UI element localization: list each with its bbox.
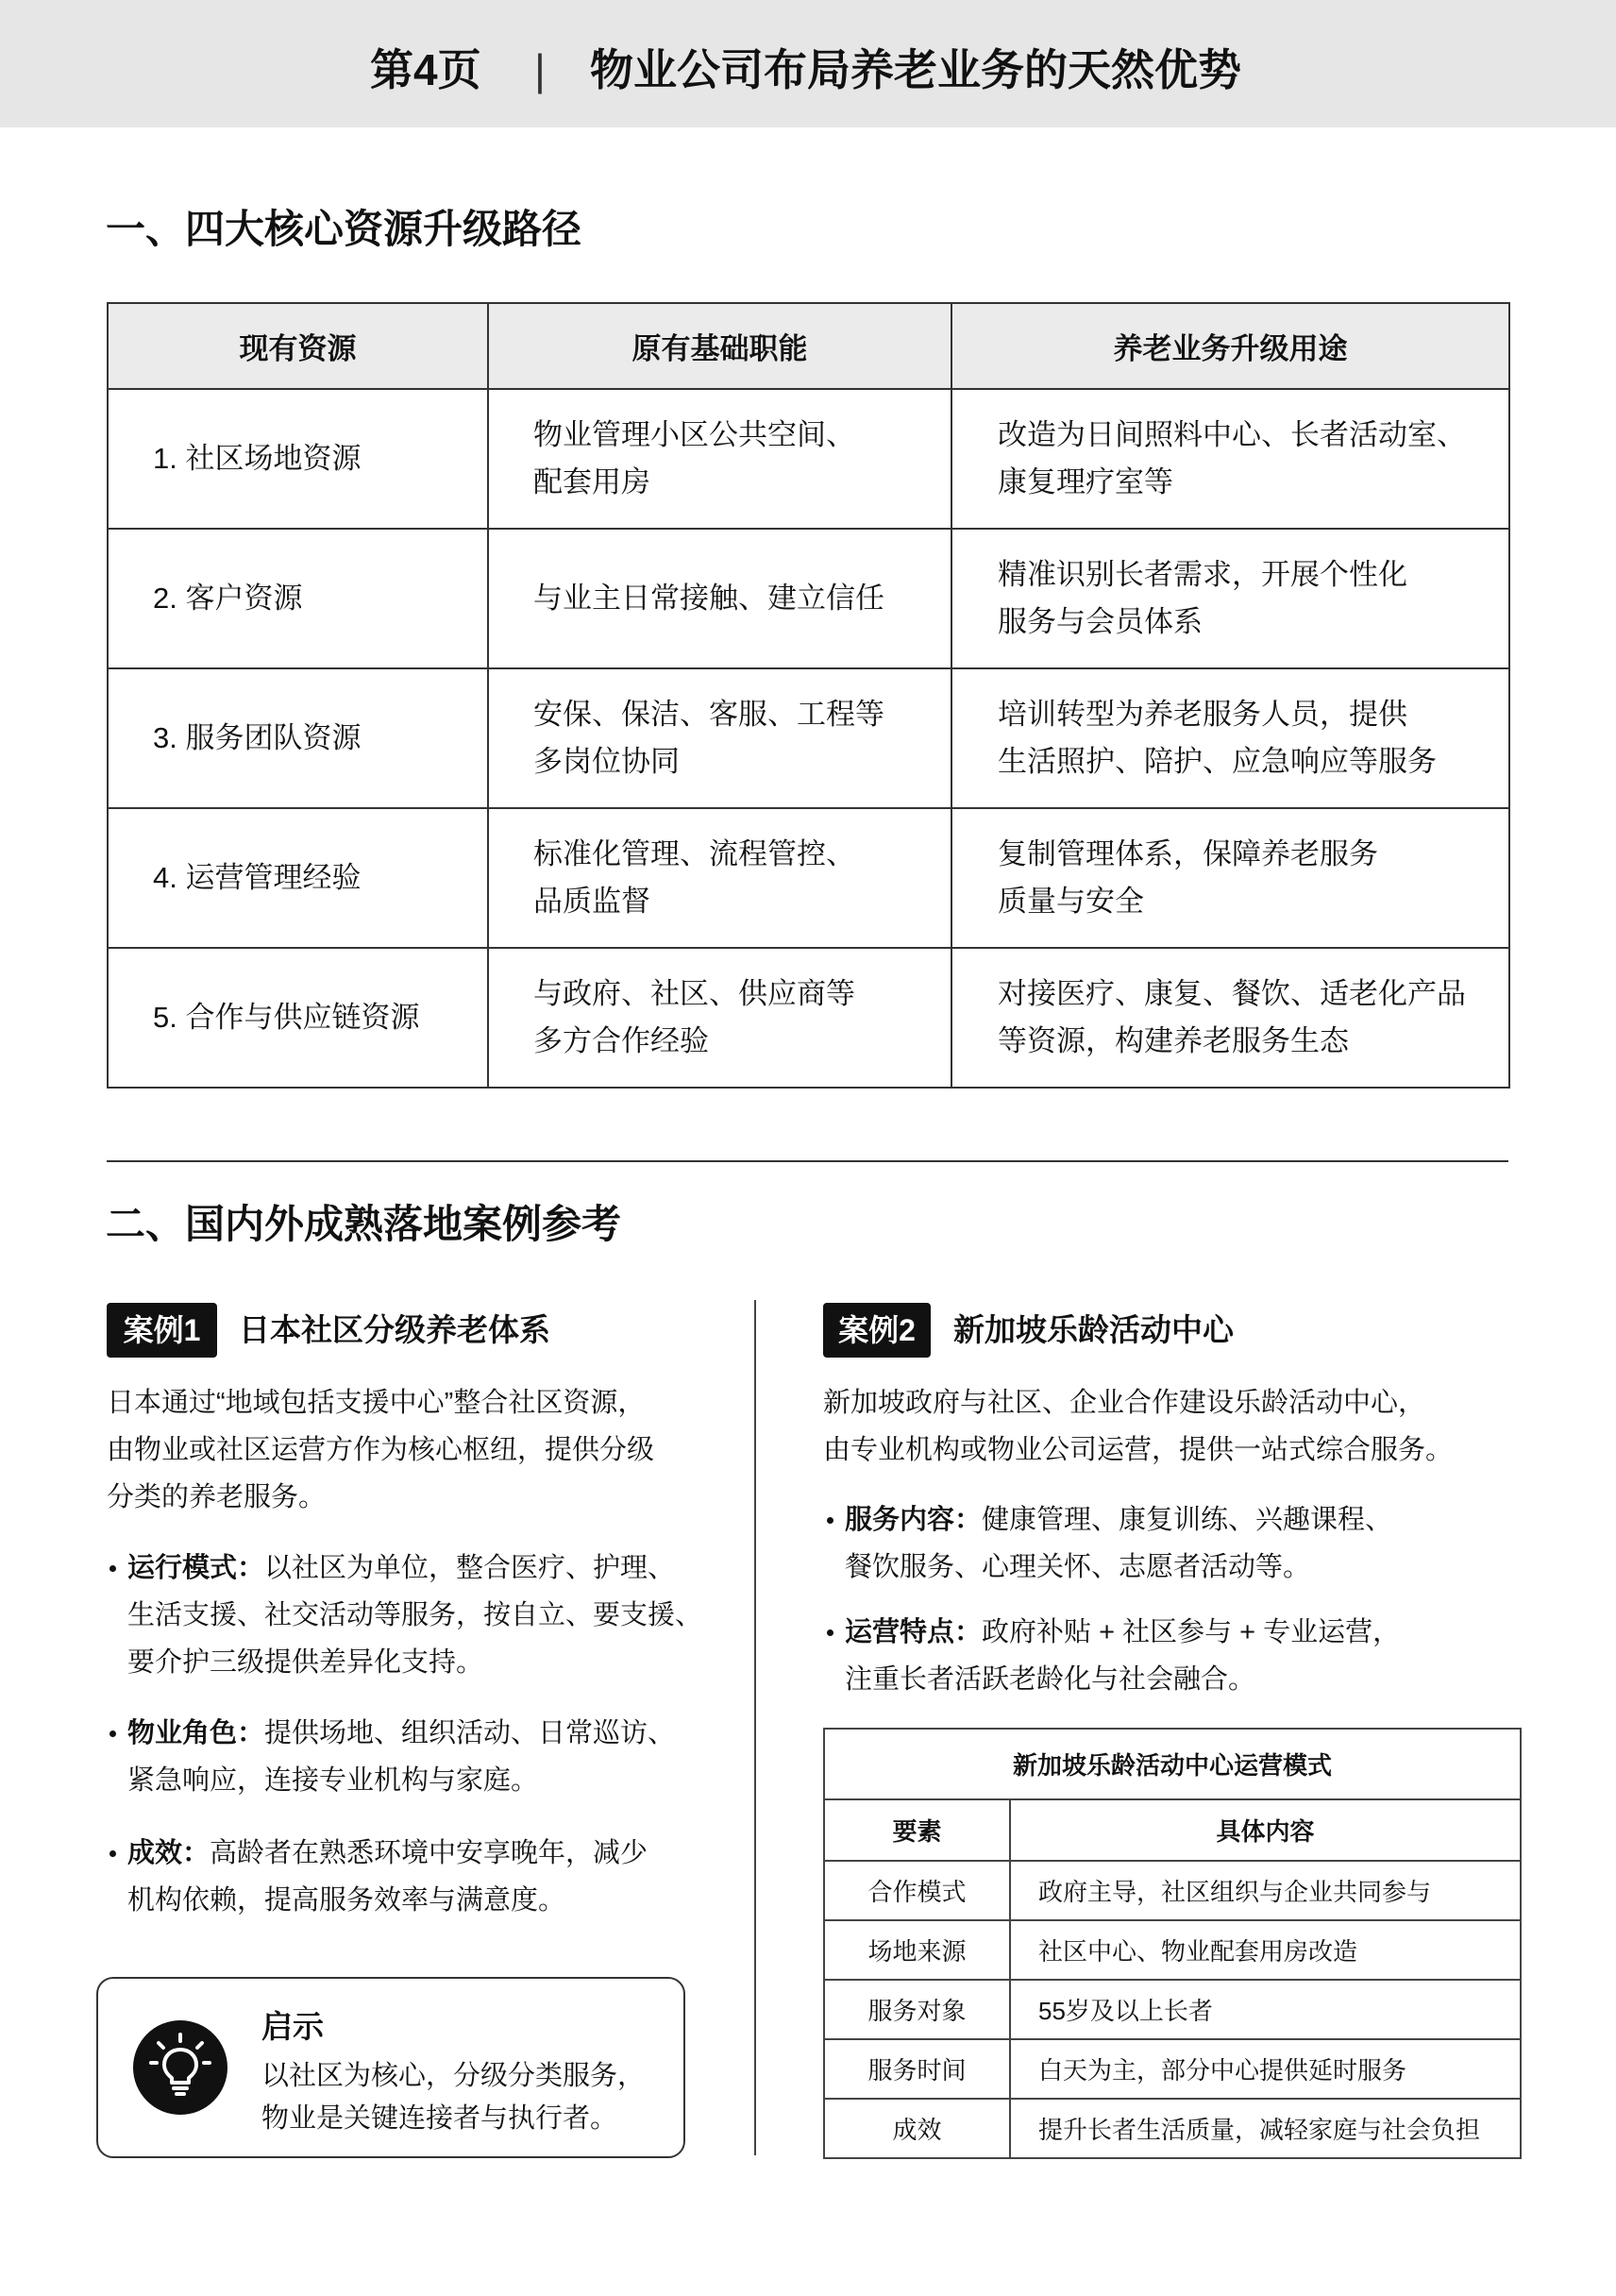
upgrade-line: 等资源，构建养老服务生态 bbox=[998, 1024, 1349, 1057]
resource-name: 4. 运营管理经验 bbox=[153, 861, 362, 894]
resource-cell bbox=[108, 948, 488, 1088]
bullet-line bbox=[845, 1496, 1392, 1544]
content-cell: 社区中心、物业配套用房改造 bbox=[1010, 1920, 1521, 1980]
resource-name: 5. 合作与供应链资源 bbox=[153, 1001, 420, 1034]
intro-line: 分类的养老服务。 bbox=[107, 1482, 327, 1512]
table-row bbox=[824, 1861, 1521, 1920]
table-row bbox=[824, 1920, 1521, 1980]
upgrade-line: 改造为日间照料中心、长者活动室、 bbox=[998, 418, 1466, 451]
upgrade-line: 复制管理体系，保障养老服务 bbox=[998, 837, 1378, 870]
resource-cell bbox=[108, 389, 488, 529]
bullet-dot-icon bbox=[109, 1730, 116, 1737]
column-header-function: 原有基础职能 bbox=[488, 303, 951, 389]
column-header-element: 要素 bbox=[824, 1799, 1010, 1861]
column-divider bbox=[754, 1300, 756, 2155]
bullet-label: 成效： bbox=[127, 1838, 210, 1868]
column-header-upgrade: 养老业务升级用途 bbox=[951, 303, 1509, 389]
insight-line: 物业是关键连接者与执行者。 bbox=[261, 2103, 618, 2134]
bullet-line: 机构依赖，提高服务效率与满意度。 bbox=[127, 1885, 566, 1916]
bullet-line: 注重长者活跃老龄化与社会融合。 bbox=[845, 1664, 1256, 1695]
content-cell: 提升长者生活质量，减轻家庭与社会负担 bbox=[1010, 2099, 1521, 2158]
insight-title: 启示 bbox=[261, 2009, 324, 2044]
lightbulb-icon bbox=[133, 2020, 227, 2115]
bullet-label: 物业角色： bbox=[127, 1718, 265, 1748]
function-cell bbox=[488, 948, 951, 1088]
table-row bbox=[824, 1980, 1521, 2039]
bullet-line bbox=[127, 1545, 702, 1592]
element-cell: 合作模式 bbox=[824, 1861, 1010, 1920]
case2-title: 新加坡乐龄活动中心 bbox=[953, 1312, 1234, 1347]
bullet-text: 提供场地、组织活动、日常巡访、 bbox=[264, 1718, 676, 1748]
upgrade-line: 质量与安全 bbox=[998, 885, 1144, 918]
table-header-row bbox=[108, 303, 1509, 389]
case1-bullet-results bbox=[107, 1830, 648, 1924]
column-header-resource: 现有资源 bbox=[108, 303, 488, 389]
upgrade-cell bbox=[951, 668, 1509, 808]
resource-name: 3. 服务团队资源 bbox=[153, 721, 362, 754]
bullet-text: 以社区为单位，整合医疗、护理、 bbox=[264, 1553, 676, 1583]
element-cell: 场地来源 bbox=[824, 1920, 1010, 1980]
insight-text bbox=[261, 2055, 645, 2140]
bullet-line bbox=[127, 1830, 648, 1877]
bullet-dot-icon bbox=[109, 1850, 116, 1857]
bullet-text: 政府补贴 + 社区参与 + 专业运营， bbox=[982, 1617, 1401, 1647]
singapore-operation-table bbox=[823, 1728, 1522, 2159]
function-line: 品质监督 bbox=[533, 885, 650, 918]
bullet-label: 运营特点： bbox=[845, 1617, 983, 1647]
upgrade-cell bbox=[951, 389, 1509, 529]
bullet-dot-icon bbox=[109, 1565, 116, 1572]
function-line: 配套用房 bbox=[533, 465, 650, 498]
function-line: 标准化管理、流程管控、 bbox=[533, 837, 855, 870]
section1-heading: 一、四大核心资源升级路径 bbox=[106, 207, 582, 251]
content-cell: 55岁及以上长者 bbox=[1010, 1980, 1521, 2039]
page-number-label: 第4页 bbox=[370, 45, 481, 94]
table-row bbox=[108, 389, 1509, 529]
function-cell bbox=[488, 808, 951, 948]
table-row bbox=[108, 808, 1509, 948]
table-title: 新加坡乐龄活动中心运营模式 bbox=[824, 1729, 1521, 1799]
page-title: 物业公司布局养老业务的天然优势 bbox=[590, 45, 1241, 94]
bullet-text: 高龄者在熟悉环境中安享晚年，减少 bbox=[210, 1838, 648, 1868]
case1-bullet-property-role bbox=[107, 1710, 675, 1804]
upgrade-line: 生活照护、陪护、应急响应等服务 bbox=[998, 745, 1437, 778]
column-header-content: 具体内容 bbox=[1010, 1799, 1521, 1861]
upgrade-line: 康复理疗室等 bbox=[998, 465, 1173, 498]
function-cell bbox=[488, 389, 951, 529]
case1-bullet-operation-mode bbox=[107, 1545, 702, 1686]
resource-name: 1. 社区场地资源 bbox=[153, 442, 362, 475]
case2-badge: 案例2 bbox=[823, 1303, 931, 1358]
header-separator: | bbox=[534, 45, 546, 94]
case1-intro bbox=[107, 1379, 654, 1521]
table-caption-row bbox=[824, 1729, 1521, 1799]
insight-box bbox=[96, 1977, 685, 2158]
content-cell: 白天为主，部分中心提供延时服务 bbox=[1010, 2039, 1521, 2099]
intro-line: 由专业机构或物业公司运营，提供一站式综合服务。 bbox=[823, 1435, 1454, 1465]
function-cell bbox=[488, 668, 951, 808]
bullet-text: 健康管理、康复训练、兴趣课程、 bbox=[982, 1505, 1393, 1535]
upgrade-line: 精准识别长者需求，开展个性化 bbox=[998, 558, 1407, 591]
function-line: 多方合作经验 bbox=[533, 1024, 709, 1057]
bullet-line: 生活支援、社交活动等服务，按自立、要支援、 bbox=[127, 1600, 703, 1630]
page-header bbox=[0, 0, 1616, 127]
bullet-label: 运行模式： bbox=[127, 1553, 265, 1583]
case2-intro bbox=[823, 1379, 1453, 1474]
resource-cell bbox=[108, 529, 488, 668]
upgrade-line: 培训转型为养老服务人员，提供 bbox=[998, 698, 1407, 731]
intro-line: 日本通过“地域包括支援中心”整合社区资源， bbox=[107, 1388, 646, 1418]
function-line: 多岗位协同 bbox=[533, 745, 680, 778]
resource-name: 2. 客户资源 bbox=[153, 582, 303, 615]
upgrade-cell bbox=[951, 808, 1509, 948]
table-row bbox=[824, 2099, 1521, 2158]
bullet-line: 紧急响应，连接专业机构与家庭。 bbox=[127, 1765, 539, 1796]
bullet-label: 服务内容： bbox=[845, 1505, 983, 1535]
case1-title: 日本社区分级养老体系 bbox=[239, 1312, 550, 1347]
case2-bullet-service-content bbox=[823, 1496, 1392, 1591]
function-line: 与政府、社区、供应商等 bbox=[533, 977, 855, 1010]
upgrade-line: 服务与会员体系 bbox=[998, 605, 1203, 638]
function-line: 安保、保洁、客服、工程等 bbox=[533, 698, 884, 731]
element-cell: 服务时间 bbox=[824, 2039, 1010, 2099]
bullet-line bbox=[845, 1609, 1400, 1656]
function-line: 与业主日常接触、建立信任 bbox=[533, 582, 884, 615]
section-divider bbox=[107, 1160, 1508, 1162]
case2-bullet-operation-features bbox=[823, 1609, 1400, 1703]
insight-line: 以社区为核心，分级分类服务， bbox=[261, 2061, 646, 2091]
table-header-row bbox=[824, 1799, 1521, 1861]
element-cell: 成效 bbox=[824, 2099, 1010, 2158]
upgrade-cell bbox=[951, 948, 1509, 1088]
bullet-dot-icon bbox=[827, 1629, 833, 1636]
table-row bbox=[108, 529, 1509, 668]
function-cell bbox=[488, 529, 951, 668]
resource-cell bbox=[108, 668, 488, 808]
table-row bbox=[108, 668, 1509, 808]
element-cell: 服务对象 bbox=[824, 1980, 1010, 2039]
bullet-line bbox=[127, 1710, 675, 1757]
bullet-line: 要介护三级提供差异化支持。 bbox=[127, 1647, 484, 1678]
function-line: 物业管理小区公共空间、 bbox=[533, 418, 855, 451]
content-cell: 政府主导，社区组织与企业共同参与 bbox=[1010, 1861, 1521, 1920]
bullet-dot-icon bbox=[827, 1517, 833, 1524]
resource-cell bbox=[108, 808, 488, 948]
section2-heading: 二、国内外成熟落地案例参考 bbox=[106, 1202, 622, 1246]
case1-badge: 案例1 bbox=[107, 1303, 217, 1358]
resource-upgrade-table bbox=[107, 302, 1510, 1089]
upgrade-line: 对接医疗、康复、餐饮、适老化产品 bbox=[998, 977, 1466, 1010]
intro-line: 由物业或社区运营方作为核心枢纽，提供分级 bbox=[107, 1435, 655, 1465]
table-row bbox=[108, 948, 1509, 1088]
intro-line: 新加坡政府与社区、企业合作建设乐龄活动中心， bbox=[823, 1388, 1426, 1418]
bullet-line: 餐饮服务、心理关怀、志愿者活动等。 bbox=[845, 1552, 1311, 1582]
upgrade-cell bbox=[951, 529, 1509, 668]
table-row bbox=[824, 2039, 1521, 2099]
